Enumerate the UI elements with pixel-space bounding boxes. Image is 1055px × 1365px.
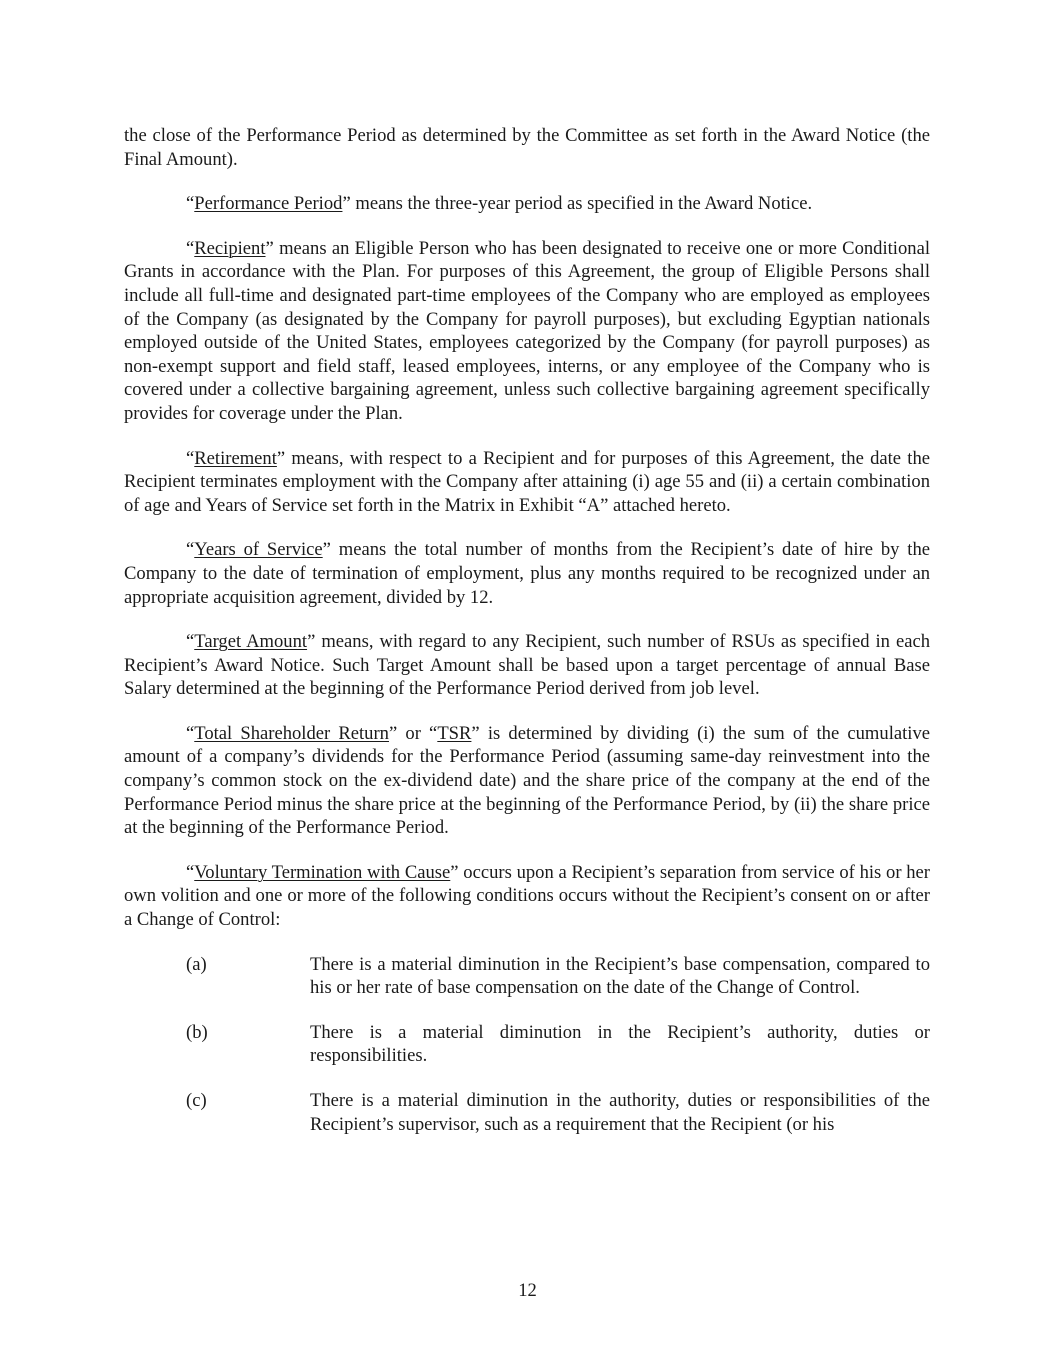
list-item-label: (b) [186, 1021, 208, 1043]
list-item-text: There is a material diminution in the Recipient’s base compensation, compared to his or her rate of base compensation on the date of the Change of Control. [310, 953, 930, 999]
page-number: 12 [518, 1280, 537, 1301]
defined-term: Total Shareholder Return [194, 722, 389, 744]
definition-voluntary-termination: “Voluntary Termination with Cause” occurs upon a Recipient’s separation from service of his or her own volition and one or more of the following conditions occurs without the Recipient’s consent on or after a Change of Control: [124, 861, 930, 931]
list-item-label: (c) [186, 1090, 207, 1111]
continuation-paragraph: the close of the Performance Period as determined by the Committee as set forth in the Award Notice (the Final Amount). [124, 125, 930, 170]
list-item-text: There is a material diminution in the Recipient’s authority, duties or responsibilities. [310, 1021, 930, 1067]
defined-term: Recipient [194, 237, 266, 259]
defined-term: Years of Service [194, 539, 323, 561]
defined-term: Performance Period [194, 193, 343, 215]
definition-retirement: “Retirement” means, with respect to a Recipient and for purposes of this Agreement, the date the Recipient terminates employment with the Company after attaining (i) age 55 and (ii) a certain combination of age and Years of Service set forth in the Matrix in Exhibit “A” attached hereto. [124, 447, 930, 516]
definition-target-amount: “Target Amount” means, with regard to any Recipient, such number of RSUs as specified in each Recipient’s Award Notice. Such Target Amount shall be based upon a target percentage of annual Base Salary determined at the beginning of the Performance Period derived from job level. [124, 631, 930, 700]
list-item-label: (a) [186, 953, 207, 975]
list-item [124, 1089, 930, 1136]
list-item [124, 1021, 930, 1068]
defined-term: Retirement [194, 447, 277, 469]
definition-performance-period: “Performance Period” means the three-year period as specified in the Award Notice. [186, 193, 813, 215]
document-page [124, 124, 930, 1157]
list-item [124, 953, 930, 1000]
list-item-text: There is a material diminution in the authority, duties or responsibilities of the Recipient’s supervisor, such as a requirement that the Recipient (or his [310, 1090, 930, 1135]
defined-term: Voluntary Termination with Cause [194, 861, 451, 883]
definition-years-of-service: “Years of Service” means the total number of months from the Recipient’s date of hire by the Company to the date of termination of employment, plus any months required to be recognized under an appropriate acquisition agreement, divided by 12. [124, 539, 930, 608]
definition-tsr: “Total Shareholder Return” or “TSR” is determined by dividing (i) the sum of the cumulative amount of a company’s dividends for the Performance Period (assuming same-day reinvestment into the company’s common stock on the ex-dividend date) and the share price of the company at the end of the Performance Period minus the share price at the beginning of the Performance Period, by (ii) the share price at the beginning of the Performance Period. [124, 722, 930, 839]
definition-recipient: “Recipient” means an Eligible Person who has been designated to receive one or more Conditional Grants in accordance with the Plan. For purposes of this Agreement, the group of Eligible Persons shall include all full-time and designated part-time employees of the Company who are employed as employees of the Company (as designated by the Company for payroll purposes), but excluding Egyptian nationals employed outside of the United States, employees categorized by the Company (for payroll purposes) as non-exempt support and field staff, leased employees, interns, or any employee of the Company who is covered under a collective bargaining agreement, unless such collective bargaining agreement specifically provides for coverage under the Plan. [124, 237, 930, 424]
defined-term: TSR [437, 722, 472, 744]
defined-term: Target Amount [194, 631, 308, 653]
